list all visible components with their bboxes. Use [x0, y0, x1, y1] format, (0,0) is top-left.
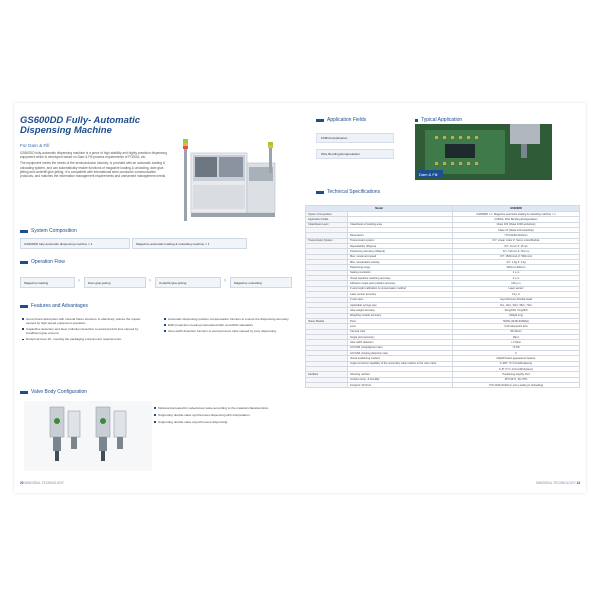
heading-text: Technical Specifications: [327, 189, 381, 195]
spec-value: Laser sensor: [453, 286, 580, 291]
feature-item: Good shock absorption with mineral frame structure to effectively reduce the impact caused by high-speed equipment operation.: [22, 317, 144, 325]
heading-text: Operation Flow: [31, 259, 65, 265]
spec-value: 25°C±2°C, 30~70%: [453, 377, 580, 382]
spec-value: 0.2X telecentric lens: [453, 324, 580, 329]
spec-item: Max. movement speed: [348, 254, 453, 259]
spec-item: Visual positioning method: [348, 356, 453, 361]
valve-features-list: [154, 406, 294, 427]
spec-group: System Composition: [306, 212, 348, 217]
application-fields-heading: [316, 117, 366, 123]
spec-value: 45×34mm: [453, 329, 580, 334]
valve-photo: [24, 401, 152, 471]
spec-item: Adhesive single-point position accuracy: [348, 281, 453, 286]
spec-value: Class 100 (Class 1000 workshop): [453, 222, 580, 227]
spec-item: Single pixel accuracy: [348, 334, 453, 339]
spec-value: 15μm: [453, 334, 580, 339]
flow-step: Magazine loading: [20, 277, 75, 288]
spec-item: Glue weight accuracy: [348, 308, 453, 313]
features-list-right: [164, 317, 294, 335]
valve-heading: [20, 389, 87, 395]
spec-group: Vision Module: [306, 318, 348, 323]
intro-paragraph: GS600DD fully-automatic dispensing machine is a piece of high-stability and highly-precision dispensing equipment which is developed based on Dam & Fill process requirements of FCBGA, etc.: [20, 151, 167, 160]
page-number: 20: [20, 481, 24, 485]
spec-value: <0.5%: [453, 345, 580, 350]
chevron-right-icon: ›: [78, 278, 80, 284]
chevron-right-icon: ›: [149, 278, 151, 284]
spec-item: Weighing module accuracy: [348, 313, 453, 318]
model-header: Model: [306, 206, 453, 212]
heading-bar-icon: [20, 305, 28, 308]
brochure-spread: [14, 103, 586, 493]
typical-application-heading: [415, 117, 462, 123]
spec-item: Laser sensor accuracy: [348, 292, 453, 297]
spec-item: Glue width detection: [348, 340, 453, 345]
spec-item: Z axis spec: [348, 297, 453, 302]
heading-bar-icon: [316, 119, 324, 122]
intro-text: [20, 151, 170, 180]
composition-item: GS600DD fully-automatic dispensing machine × 1: [20, 238, 130, 249]
spec-value: X/Y: 1.5g Z: 1.0g: [453, 260, 580, 265]
feature-item: Automatic dispensing position compensation function to ensure the dispensing accuracy.: [164, 317, 294, 321]
feature-item: ESD protection meeting international IEC and ANSI standards.: [164, 323, 294, 327]
spec-item: Positioning accuracy (3Sigma): [348, 249, 453, 254]
spec-table-body: [306, 212, 580, 388]
valve-feature-item: Supporting double-valve synchronous dispensing with interpolation.: [154, 413, 294, 417]
spec-value: 0: [453, 350, 580, 355]
spec-item: Dimensions: [348, 233, 453, 238]
spec-value: 500W (2448×2048dpi): [453, 318, 580, 323]
spec-item: Shooting method: [348, 372, 453, 377]
heading-bar-icon: [316, 191, 324, 194]
footer-brand: MINGSEAL TECHNOLOGY: [24, 481, 64, 485]
spec-item: AOI FAR (misjudgment rate): [348, 345, 453, 350]
flow-step: Magazine unloading: [230, 277, 292, 288]
heading-text: Application Fields: [327, 117, 367, 123]
spec-value: 770×1640×2100mm: [453, 233, 580, 238]
spec-value: GS600DD × 1, Magazine automatic loading & unloading machine × 1: [453, 212, 580, 217]
footer-brand: MINGSEAL TECHNOLOGY: [536, 481, 576, 485]
spec-item: Angle correction capability of the secondary valve relative to the main valve: [348, 361, 453, 366]
application-field-item: Wire Bonding Encapsulation: [316, 149, 394, 159]
spec-group: Facilities: [306, 372, 348, 377]
features-heading: [20, 303, 88, 309]
feature-item: Capacitive detection and laser induction detection to avoid product loss caused by insufficient glue amount.: [22, 327, 144, 335]
spec-item: Repeatability (3Sigma): [348, 244, 453, 249]
left-page: [14, 103, 300, 493]
heading-text: Features and Advantages: [31, 303, 88, 309]
footer-right: [536, 481, 580, 485]
image-caption: Dam & Fill: [419, 172, 438, 177]
valve-feature-item: Optional piezoelectric valve/screw valve according to the material characteristics.: [154, 406, 294, 410]
spec-value: X/Y: ±3 um Z: ±5 um: [453, 244, 580, 249]
flow-step: Dam glue-jetting: [84, 277, 146, 288]
spec-table: [305, 205, 580, 388]
product-subtitle: For Dam & Fill: [20, 143, 50, 148]
spec-value: 0~360° (7×7mm/Workpiece): [453, 361, 580, 366]
spec-value: ≥ 170um: [453, 340, 580, 345]
system-composition-heading: [20, 228, 77, 234]
spec-item: Z axis height calibration & compensation method: [348, 286, 453, 291]
feature-item: Glue width detection function to avoid process risks caused by poor dispensing.: [164, 329, 294, 333]
heading-text: Typical Application: [421, 117, 463, 123]
heading-bar-icon: [415, 119, 418, 122]
machine-photo: [179, 125, 287, 225]
spec-item: Camera view: [348, 329, 453, 334]
spec-value: X/Y: 1500mm/s Z: 500mm/s: [453, 254, 580, 259]
spec-value: 1 μ m: [453, 270, 580, 275]
spec-value: 770×1640×2100mm (w/o Loading & Unloading): [453, 383, 580, 388]
spec-value: 5cc, 10cc, 30cc, 55cc, 70cc: [453, 302, 580, 307]
intro-paragraph: The equipment meets the needs of the semiconductor industry, is provided with an automatic loading & unloading system, and can automatically realize functions of magazine loading & unloading, dam glue-jetting and underfill glue-jetting. It is compatible with international semi-conductor communication protocols, and matches the information management requirements and unmanned management needs.: [20, 161, 167, 179]
spec-group: Transmission System: [306, 238, 348, 243]
application-field-item: FCBGA Application: [316, 133, 394, 143]
heading-bar-icon: [20, 230, 28, 233]
operation-flow-heading: [20, 259, 65, 265]
spec-value: 10mg±3%, 5mg±5%: [453, 308, 580, 313]
features-list-left: [22, 317, 144, 343]
heading-text: Valve Body Configuration: [31, 389, 88, 395]
heading-text: System Composition: [31, 228, 77, 234]
spec-value: 0~8° (7×7~14mm/Workpiece): [453, 366, 580, 371]
spec-item: Applicable syringe type: [348, 302, 453, 307]
spec-value: 220g/0.1mg: [453, 313, 580, 318]
spec-value: X/Y: ±10 um Z: ±15 um: [453, 249, 580, 254]
flow-step: Underfill glue-jetting: [155, 277, 221, 288]
spec-item: Dispensing range: [348, 265, 453, 270]
spec-item: Max. acceleration velocity: [348, 260, 453, 265]
valve-feature-item: Supporting double-valve asynchronous dispensing.: [154, 420, 294, 424]
spec-item: Footprint: W×D×H: [348, 383, 453, 388]
spec-value: Positioning stop/fly shot: [453, 372, 580, 377]
spec-value: 300mm×300mm: [453, 265, 580, 270]
dam-fill-photo: [415, 124, 552, 180]
spec-item: AOI FAR (missing detection rate): [348, 350, 453, 355]
spec-item: Visual repetitive matching accuracy: [348, 276, 453, 281]
spec-row: [306, 383, 580, 388]
page-number: 13: [576, 481, 580, 485]
spec-value: ±2 μ m: [453, 292, 580, 297]
spec-group: Cleanliness Level: [306, 222, 348, 227]
spec-value: X/Y: Linear motor Z: Servo motor/Module: [453, 238, 580, 243]
spec-group: [306, 383, 348, 388]
spec-item: Lens: [348, 324, 453, 329]
right-page: [300, 103, 586, 493]
spec-item: Ambient temp. & humidity: [348, 377, 453, 382]
spec-item: Transmission system: [348, 238, 453, 243]
spec-item: Sealing resolution: [348, 270, 453, 275]
footer-left: [20, 481, 64, 485]
tech-specs-heading: [316, 189, 380, 195]
spec-group: Application Fields: [306, 217, 348, 222]
product-title: GS600DD Fully- Automatic Dispensing Machine: [20, 115, 141, 136]
composition-item: Magazine automatic loading & unloading machine × 1: [132, 238, 247, 249]
spec-value: Class 10 (Class 100 workshop): [453, 228, 580, 233]
spec-value: FCBGA, Wire Bonding Encapsulation: [453, 217, 580, 222]
spec-item: Cleanliness of working area: [348, 222, 453, 227]
spec-value: 3 μ m: [453, 276, 580, 281]
chevron-right-icon: ›: [224, 278, 226, 284]
feature-item: Dustproof level 1K, meeting the packaging environment requirements.: [22, 337, 144, 341]
spec-item: Pixel: [348, 318, 453, 323]
value-header: GS600DD: [453, 206, 580, 212]
spec-value: ±30 μ m: [453, 281, 580, 286]
spec-value: Asynchronous Double-head: [453, 297, 580, 302]
heading-bar-icon: [20, 391, 28, 394]
heading-bar-icon: [20, 261, 28, 264]
spec-value: Mark/Product appearance feature: [453, 356, 580, 361]
